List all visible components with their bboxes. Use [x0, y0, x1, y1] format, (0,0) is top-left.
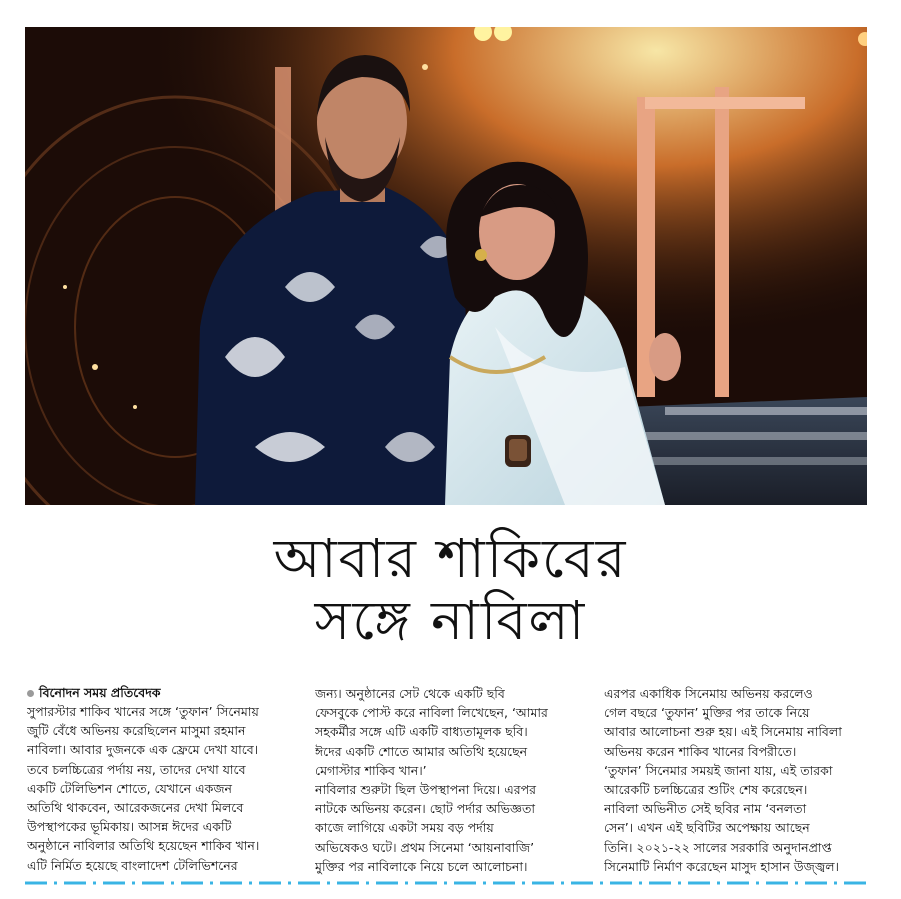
text-line: এরপর একাধিক সিনেমায় অভিনয় করলেও	[604, 686, 813, 701]
text-line: একটি টেলিভিশন শোতে, যেখানে একজন	[27, 780, 233, 796]
text-line: মুক্তির পর নাবিলাকে নিয়ে চলে আলোচনা।	[315, 858, 528, 874]
text-line: এটি নির্মিত হয়েছে বাংলাদেশ টেলিভিশনের	[27, 857, 238, 873]
text-line: কাজে লাগিয়ে একটা সময় বড় পর্দায়	[315, 820, 494, 836]
text-line: তিনি। ২০২১-২২ সালের সরকারি অনুদানপ্রাপ্ত	[604, 839, 832, 855]
headline-line-2: সঙ্গে নাবিলা	[314, 589, 587, 652]
stage-photo-illustration	[25, 27, 867, 505]
text-line: সিনেমাটি নির্মাণ করেছেন মাসুদ হাসান উজ্জ্বল।	[604, 858, 840, 874]
text-line: তবে চলচ্চিত্রের পর্দায় নয়, তাদের দেখা যাবে	[27, 761, 246, 777]
article-column-2	[315, 684, 585, 876]
bullet-icon	[27, 690, 34, 697]
article-column-1	[27, 702, 297, 875]
text-line: উপস্থাপকের ভূমিকায়। আসন্ন ঈদের একটি	[27, 819, 232, 835]
text-line: ‘তুফান’ সিনেমার সময়ই জানা যায়, এই তারকা	[604, 762, 833, 778]
text-line: নাটকে অভিনয় করেন। ছোট পর্দার অভিজ্ঞতা	[315, 801, 535, 817]
article-photo	[25, 27, 867, 505]
text-line: সহকর্মীর সঙ্গে এটি একটি বাধ্যতামূলক ছবি।	[315, 724, 528, 740]
text-line: অভিনয় করেন শাকিব খানের বিপরীতে।	[604, 743, 797, 759]
headline-line-1: আবার শাকিবের	[273, 527, 628, 590]
article-column-3	[604, 684, 866, 876]
text-line: নাবিলা। আবার দুজনকে এক ফ্রেমে দেখা যাবে।	[27, 742, 259, 758]
text-line: নাবিলার শুরুটা ছিল উপস্থাপনা দিয়ে। এরপর	[315, 782, 536, 798]
article-headline	[0, 528, 901, 652]
text-line: ঈদের একটি শোতে আমার অতিথি হয়েছেন	[315, 743, 528, 759]
footer-dash-rule	[25, 881, 867, 885]
text-line: সেন’। এখন এই ছবিটির অপেক্ষায় আছেন	[604, 820, 810, 836]
byline	[27, 684, 161, 701]
text-line: ফেসবুকে পোস্ট করে নাবিলা লিখেছেন, ‘আমার	[315, 705, 548, 721]
text-line: জুটি বেঁধে অভিনয় করেছিলেন মাসুমা রহমান	[27, 723, 246, 739]
byline-text: বিনোদন সময় প্রতিবেদক	[39, 685, 161, 700]
text-line: মেগাস্টার শাকিব খান।’	[315, 762, 427, 778]
text-line: অভিষেকও ঘটে। প্রথম সিনেমা ‘আয়নাবাজি’	[315, 839, 535, 855]
text-line: আবার আলোচনা শুরু হয়। এই সিনেমায় নাবিলা	[604, 724, 842, 740]
text-line: সুপারস্টার শাকিব খানের সঙ্গে ‘তুফান’ সিনেমায়	[27, 704, 259, 719]
text-line: অনুষ্ঠানে নাবিলার অতিথি হয়েছেন শাকিব খান।	[27, 838, 260, 854]
text-line: জন্য। অনুষ্ঠানের সেট থেকে একটি ছবি	[315, 686, 505, 701]
text-line: আরেকটি চলচ্চিত্রের শুটিং শেষ করেছেন।	[604, 782, 808, 798]
text-line: গেল বছরে ‘তুফান’ মুক্তির পর তাকে নিয়ে	[604, 705, 810, 721]
text-line: অতিথি থাকবেন, আরেকজনের দেখা মিলবে	[27, 800, 244, 816]
text-line: নাবিলা অভিনীত সেই ছবির নাম ‘বনলতা	[604, 801, 807, 817]
